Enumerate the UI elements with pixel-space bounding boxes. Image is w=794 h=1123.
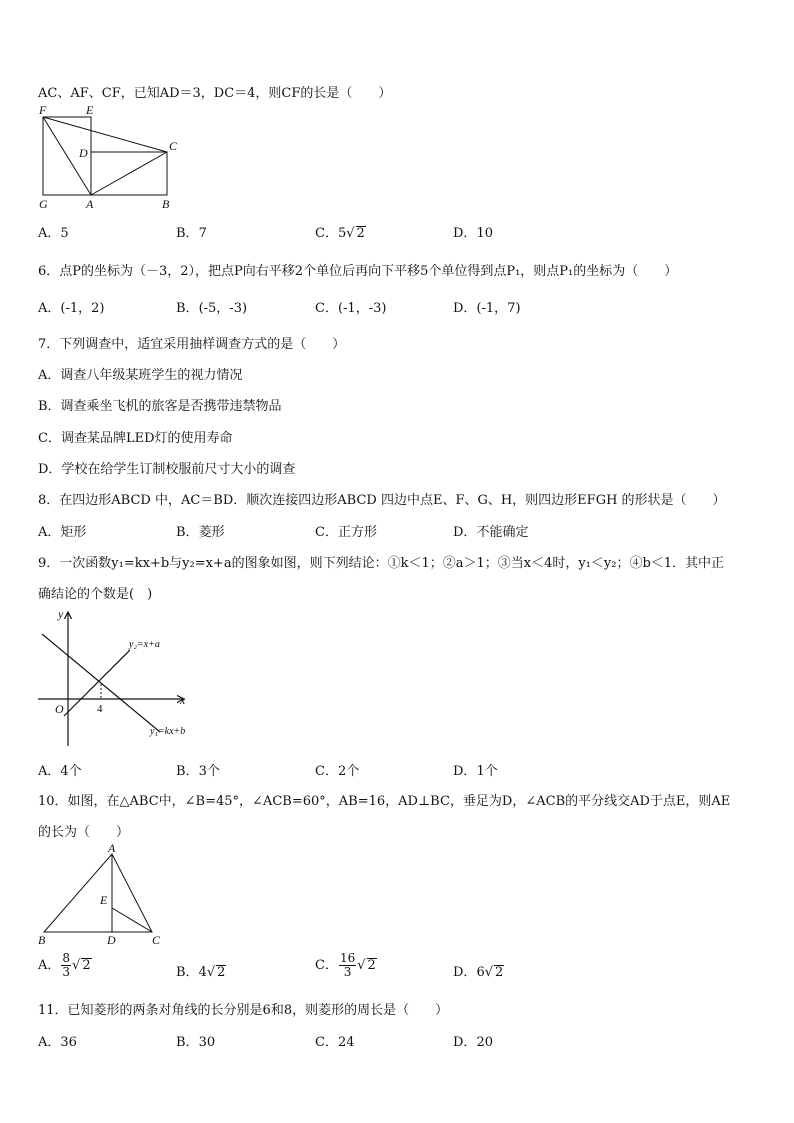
q5-option-d[interactable]: D．10 — [453, 226, 493, 241]
q6-stem: 6．点P的坐标为（－3，2），把点P向右平移2个单位后再向下平移5个单位得到点P₁，则点P₁的坐标为（ ） — [38, 264, 678, 279]
q5-rectangle-figure — [34, 102, 184, 214]
q8-stem: 8．在四边形ABCD 中，AC＝BD．顺次连接四边形ABCD 四边中点E、F、G、H，则四边形EFGH 的形状是（ ） — [38, 493, 726, 508]
q6-option-c[interactable]: C．(-1，-3) — [315, 301, 387, 316]
label-a: A — [108, 841, 116, 855]
q8-option-c[interactable]: C．正方形 — [315, 525, 377, 540]
label-origin: O — [55, 702, 64, 716]
q7-option-b[interactable]: B．调查乘坐飞机的旅客是否携带违禁物品 — [38, 399, 282, 414]
triangle-abc — [44, 854, 152, 932]
q10-option-a[interactable]: A． $\frac{8}{3}$ √ 2 — [38, 951, 91, 979]
q6-option-d[interactable]: D．(-1，7) — [453, 301, 521, 316]
label-g: G — [39, 197, 48, 211]
q7-option-c[interactable]: C．调查某品牌LED灯的使用寿命 — [38, 431, 233, 446]
label-f: F — [39, 103, 47, 117]
fraction: $\frac{8}{3}$ — [62, 951, 71, 979]
label-e: E — [86, 103, 94, 117]
q5-option-a[interactable]: A．5 — [38, 226, 69, 241]
label-line-y1: y₁=kx+b — [150, 726, 186, 737]
q8-options — [38, 521, 738, 539]
q10-triangle-figure — [34, 840, 174, 950]
q5-option-b[interactable]: B．7 — [176, 226, 207, 241]
q5-option-c[interactable]: C．5√ 2 — [315, 226, 365, 241]
q5-stem-tail: AC、AF、CF，已知AD＝3，DC＝4，则CF的长是（ ） — [38, 86, 392, 101]
q9-option-b[interactable]: B．3个 — [176, 764, 220, 779]
q9-option-a[interactable]: A．4个 — [38, 764, 82, 779]
sqrt-symbol: √ — [484, 965, 494, 980]
label-y: y — [58, 607, 64, 621]
q6-option-b[interactable]: B．(-5，-3) — [176, 301, 248, 316]
sqrt-symbol: √ — [346, 226, 355, 241]
q9-stem-line2: 确结论的个数是( ) — [38, 587, 153, 602]
q8-option-d[interactable]: D．不能确定 — [453, 525, 529, 540]
label-b: B — [38, 933, 46, 947]
q11-option-b[interactable]: B．30 — [176, 1035, 216, 1050]
q11-options — [38, 1031, 738, 1049]
fraction: $\frac{16}{3}$ — [339, 951, 356, 979]
segment-ac — [91, 152, 167, 195]
q10-option-d[interactable]: D．6√ 2 — [453, 965, 504, 980]
label-d: D — [107, 933, 116, 947]
label-tick-4: 4 — [97, 703, 103, 715]
q7-option-a[interactable]: A．调查八年级某班学生的视力情况 — [38, 368, 243, 383]
label-e: E — [100, 893, 108, 907]
q11-option-c[interactable]: C．24 — [315, 1035, 355, 1050]
q7-option-d[interactable]: D．学校在给学生订制校服前尺寸大小的调查 — [38, 462, 296, 477]
label-a: A — [86, 197, 94, 211]
sqrt-symbol: √ — [72, 958, 81, 973]
q9-stem-line1: 9．一次函数y₁=kx+b与y₂=x+a的图象如图，则下列结论：①k＜1；②a＞1；③当x＜4时，y₁＜y₂；④b＜1．其中正 — [38, 556, 725, 571]
q8-option-a[interactable]: A．矩形 — [38, 525, 87, 540]
q9-options — [38, 760, 738, 778]
q7-stem: 7．下列调查中，适宜采用抽样调查方式的是（ ） — [38, 337, 346, 352]
q6-options — [38, 297, 738, 315]
q9-option-c[interactable]: C．2个 — [315, 764, 360, 779]
q10-stem-line2: 的长为（ ） — [38, 825, 130, 840]
q10-options — [38, 952, 738, 988]
q11-option-d[interactable]: D．20 — [453, 1035, 493, 1050]
q10-option-b[interactable]: B．4√ 2 — [176, 965, 226, 980]
q11-option-a[interactable]: A．36 — [38, 1035, 77, 1050]
q6-option-a[interactable]: A．(-1，2) — [38, 301, 105, 316]
label-c: C — [169, 139, 178, 153]
label-x: x — [180, 693, 186, 707]
label-c: C — [152, 933, 161, 947]
sqrt-symbol: √ — [206, 965, 216, 980]
q9-option-d[interactable]: D．1个 — [453, 764, 498, 779]
q5-options — [38, 222, 738, 240]
q11-stem: 11．已知菱形的两条对角线的长分别是6和8，则菱形的周长是（ ） — [38, 1003, 449, 1018]
label-d: D — [79, 146, 88, 160]
q10-option-c[interactable]: C． $\frac{16}{3}$ √ 2 — [315, 951, 376, 979]
sqrt-symbol: √ — [357, 958, 366, 973]
q9-function-graph — [34, 604, 224, 750]
q8-option-b[interactable]: B．菱形 — [176, 525, 225, 540]
q10-stem-line1: 10．如图，在△ABC中，∠B=45°，∠ACB=60°，AB=16，AD⊥BC，垂足为D，∠ACB的平分线交AD于点E，则AE — [38, 794, 731, 809]
label-b: B — [162, 197, 170, 211]
label-line-y2: y₂=x+a — [129, 639, 160, 650]
